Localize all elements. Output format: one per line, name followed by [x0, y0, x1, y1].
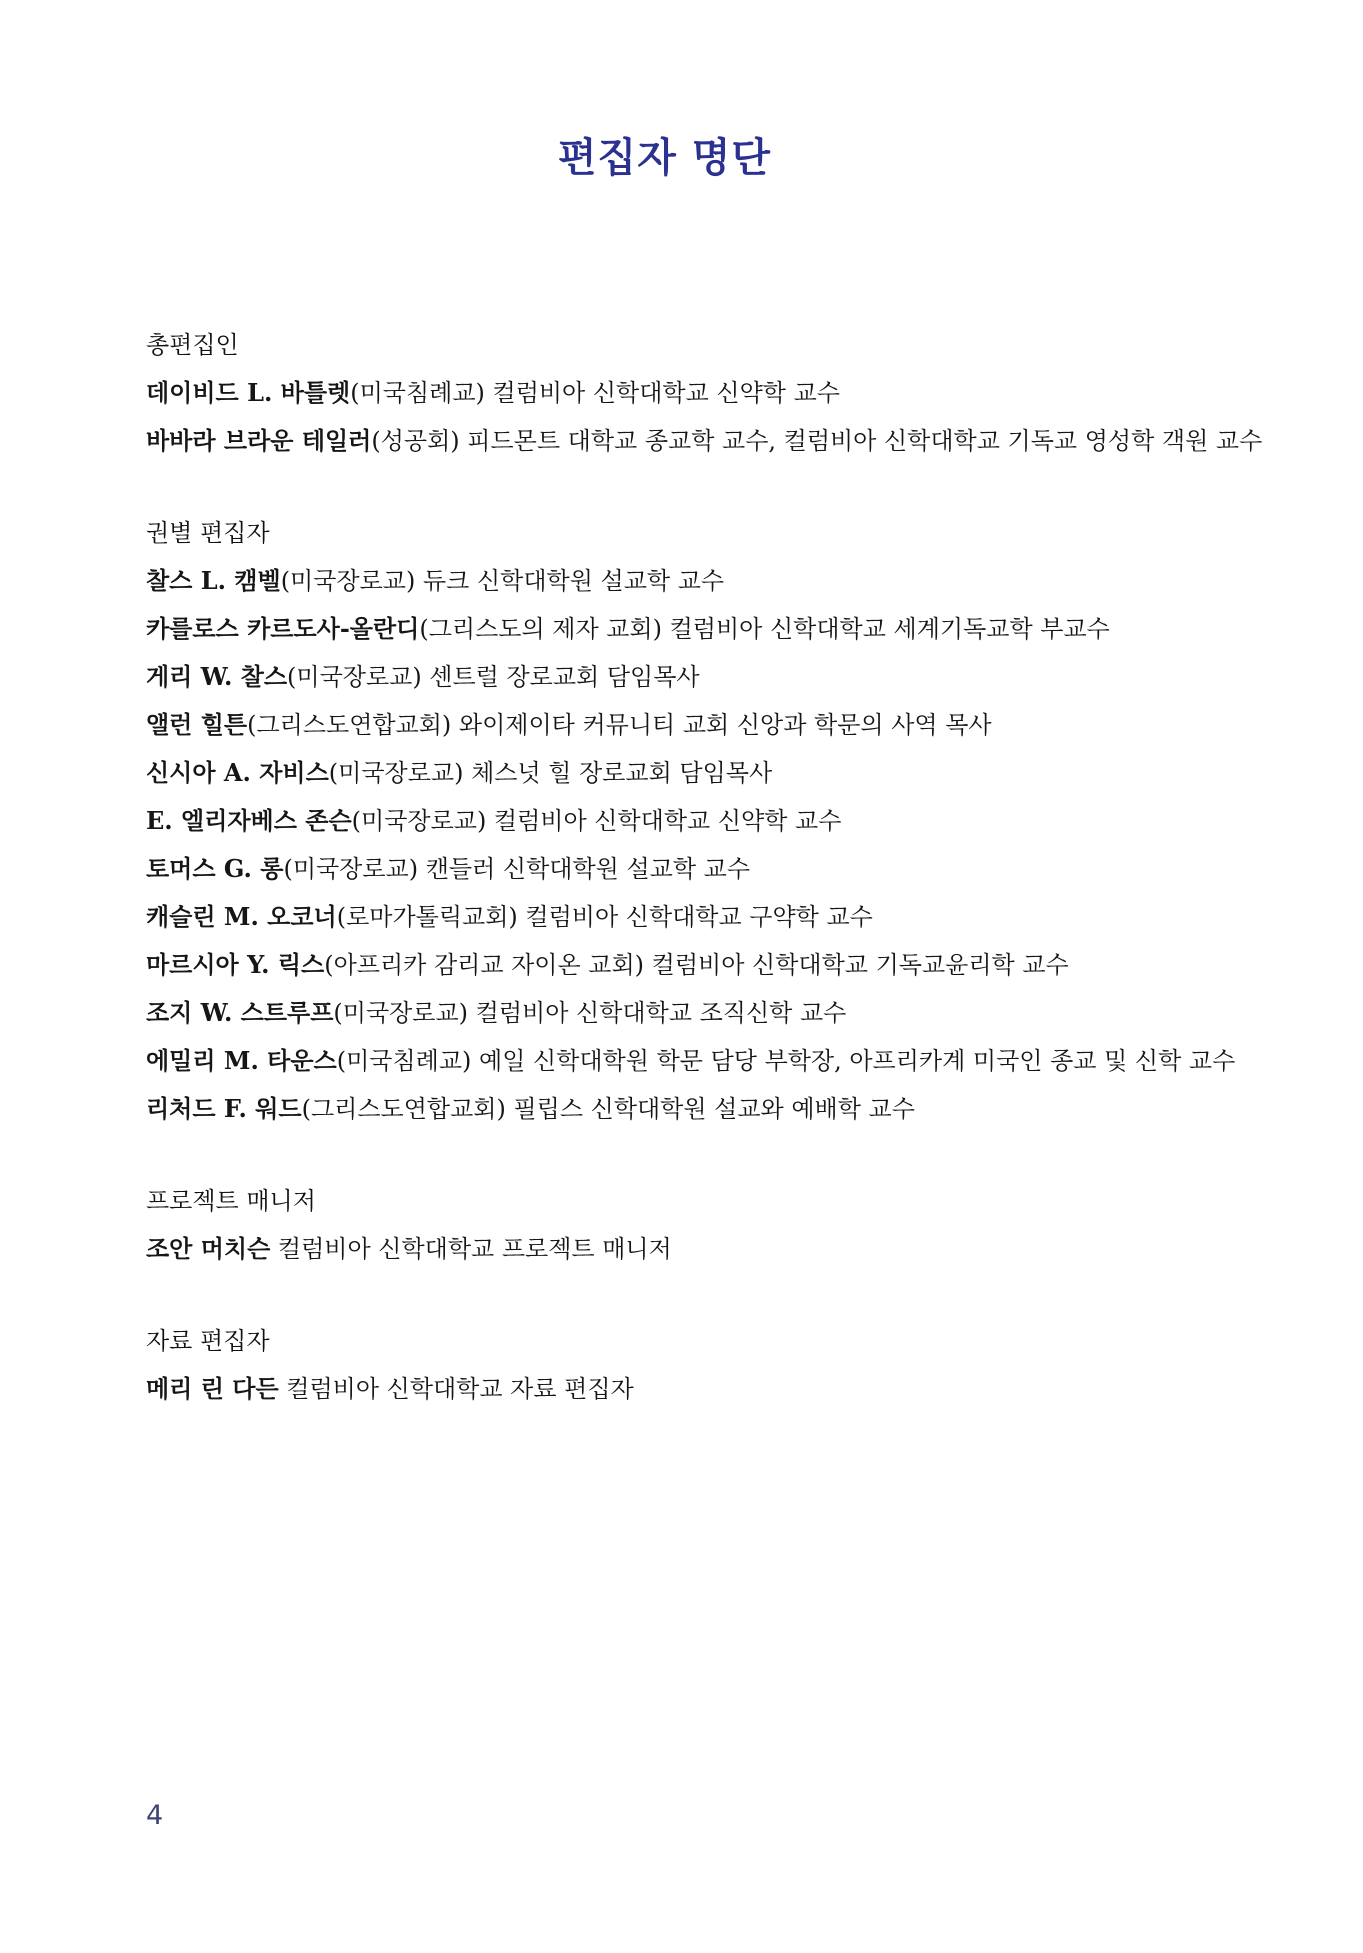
editor-description: (그리스도연합교회) 필립스 신학대학원 설교와 예배학 교수 [301, 1095, 915, 1123]
editor-description: (미국장로교) 듀크 신학대학원 설교학 교수 [280, 567, 725, 595]
section-heading: 총편집인 [146, 331, 239, 359]
editor-name: 에밀리 M. 타운스 [146, 1046, 337, 1075]
editor-entry [146, 417, 1363, 465]
section-heading: 권별 편집자 [146, 519, 270, 547]
editor-entry [146, 1225, 1363, 1273]
editor-description: 컬럼비아 신학대학교 자료 편집자 [278, 1375, 634, 1403]
editor-description: (그리스도연합교회) 와이제이타 커뮤니티 교회 신앙과 학문의 사역 목사 [247, 711, 992, 739]
editor-name: 바바라 브라운 테일러 [146, 426, 372, 455]
editor-entry [146, 369, 1363, 417]
editor-name: 카를로스 카르도사-올란디 [146, 614, 420, 643]
editor-name: 메리 린 다든 [146, 1374, 279, 1403]
editor-description: (로마가톨릭교회) 컬럼비아 신학대학교 구약학 교수 [336, 903, 873, 931]
editor-entry [146, 557, 1363, 605]
editor-description: (미국침례교) 컬럼비아 신학대학교 신약학 교수 [350, 379, 840, 407]
section-heading: 자료 편집자 [146, 1327, 270, 1355]
editor-name: 게리 W. 찰스 [146, 662, 288, 691]
editor-description: (미국장로교) 캔들러 신학대학원 설교학 교수 [283, 855, 751, 883]
section-volume-editors [146, 509, 1363, 1133]
editor-name: 데이비드 L. 바틀렛 [146, 378, 351, 407]
editor-description: (미국장로교) 컬럼비아 신학대학교 조직신학 교수 [333, 999, 847, 1027]
editor-description: 컬럼비아 신학대학교 프로젝트 매니저 [270, 1235, 672, 1263]
editor-name: 리처드 F. 워드 [146, 1094, 302, 1123]
editor-description: (미국장로교) 센트럴 장로교회 담임목사 [287, 663, 700, 691]
editor-name: 마르시아 Y. 릭스 [146, 950, 325, 979]
page-number: 4 [146, 1800, 164, 1831]
editor-description: (아프리카 감리교 자이온 교회) 컬럼비아 신학대학교 기독교윤리학 교수 [324, 951, 1069, 979]
editor-description: (그리스도의 제자 교회) 컬럼비아 신학대학교 세계기독교학 부교수 [419, 615, 1110, 643]
editor-entry [146, 1037, 1363, 1085]
editor-entry [146, 749, 1363, 797]
editor-entry [146, 701, 1363, 749]
editor-description: (성공회) 피드몬트 대학교 종교학 교수, 컬럼비아 신학대학교 기독교 영성학 객원 교수 [371, 427, 1263, 455]
editor-name: E. 엘리자베스 존슨 [146, 806, 352, 835]
editor-name: 토머스 G. 롱 [146, 854, 284, 883]
editor-name: 캐슬린 M. 오코너 [146, 902, 337, 931]
editor-description: (미국장로교) 컬럼비아 신학대학교 신약학 교수 [351, 807, 842, 835]
editor-name: 찰스 L. 캠벨 [146, 566, 281, 595]
section-heading: 프로젝트 매니저 [146, 1187, 316, 1215]
editor-entry [146, 845, 1363, 893]
editor-entry [146, 1365, 1363, 1413]
editor-entry [146, 797, 1363, 845]
editor-name: 조지 W. 스트루프 [146, 998, 334, 1027]
page-title: 편집자 명단 [557, 135, 772, 181]
editor-description: (미국장로교) 체스넛 힐 장로교회 담임목사 [328, 759, 773, 787]
editor-entry [146, 1085, 1363, 1133]
editor-description: (미국침례교) 예일 신학대학원 학문 담당 부학장, 아프리카계 미국인 종교 및 신학 교수 [336, 1047, 1236, 1075]
editor-entry [146, 605, 1363, 653]
section-resource-editor [146, 1317, 1363, 1413]
editor-entry [146, 941, 1363, 989]
editor-name: 신시아 A. 자비스 [146, 758, 329, 787]
editor-name: 앨런 힐튼 [146, 710, 248, 739]
editor-entry [146, 653, 1363, 701]
editor-entry [146, 989, 1363, 1037]
section-project-manager [146, 1177, 1363, 1273]
editor-name: 조안 머치슨 [146, 1234, 271, 1263]
section-general-editors [146, 321, 1363, 465]
editor-entry [146, 893, 1363, 941]
